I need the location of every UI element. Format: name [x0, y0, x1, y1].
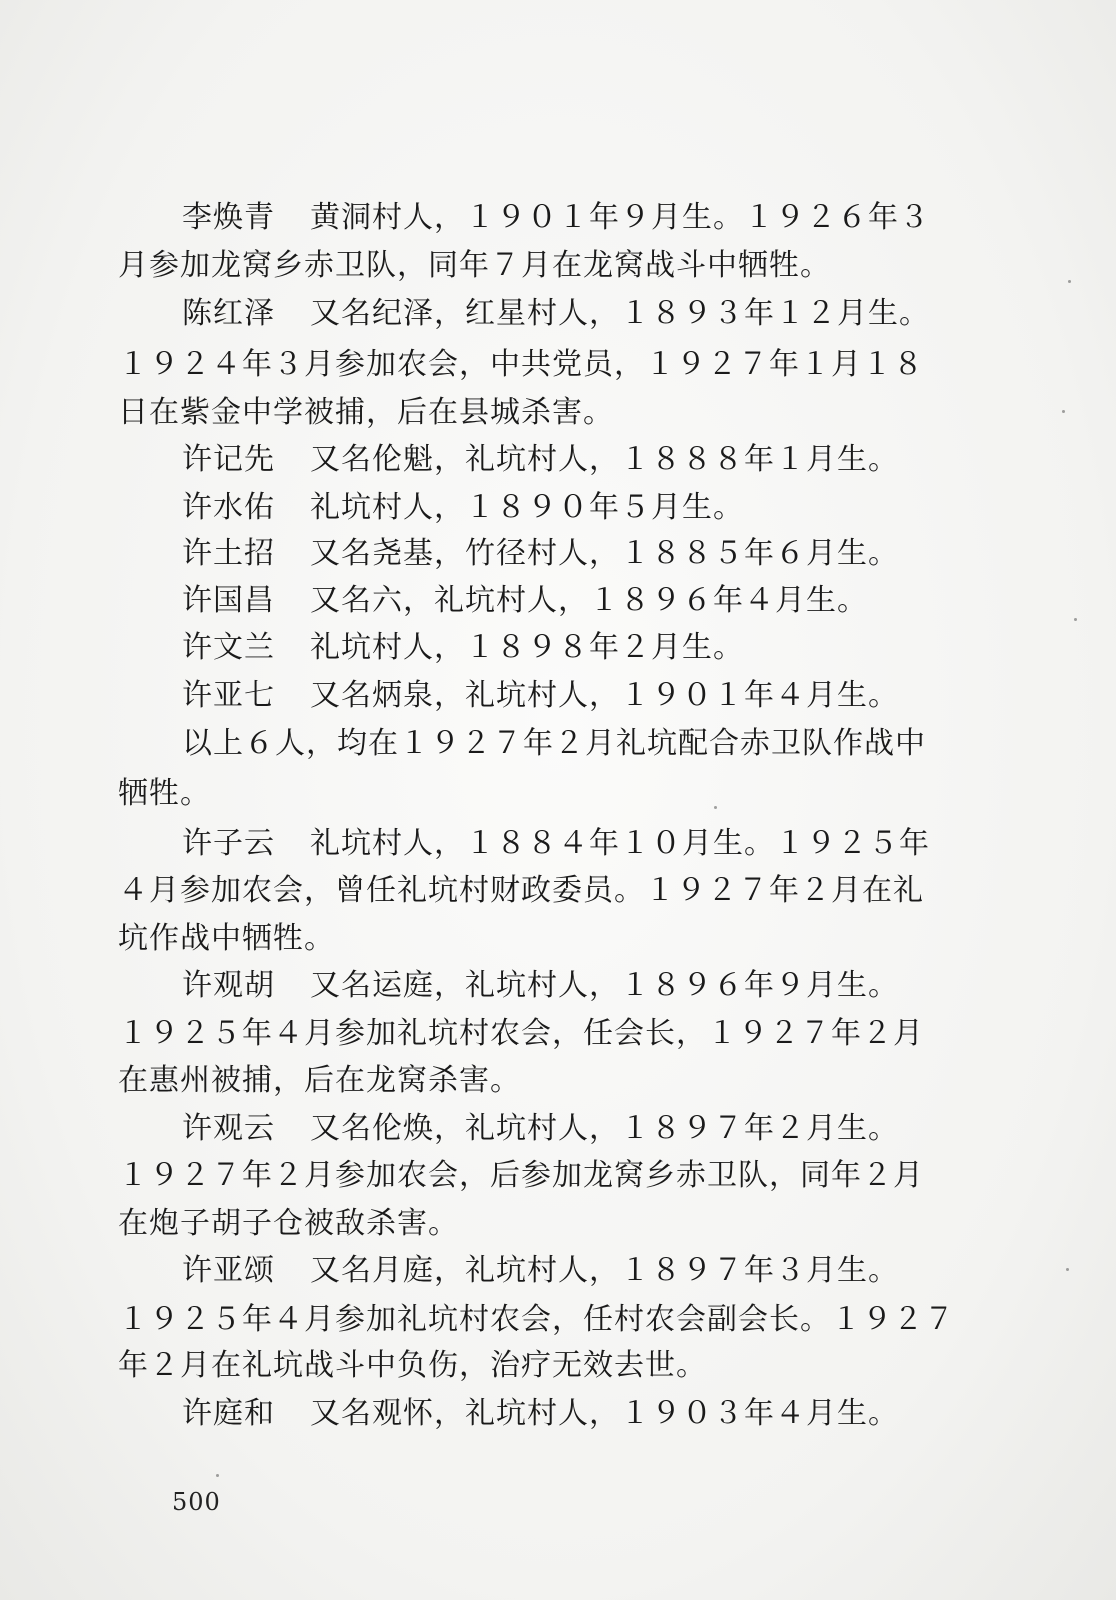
- text-line: [182, 583, 968, 619]
- text-line: [118, 1302, 968, 1338]
- person-name: 李焕青: [182, 200, 275, 235]
- line-text: 又名纪泽，红星村人，１８９３年１２月生。: [310, 296, 930, 331]
- text-line: [118, 395, 968, 431]
- text-line: [182, 442, 968, 478]
- line-text: ４月参加农会，曾任礼坑村财政委员。１９２７年２月在礼: [118, 873, 924, 908]
- line-text: 又名伦焕，礼坑村人，１８９７年２月生。: [310, 1111, 899, 1146]
- person-name: 许庭和: [182, 1396, 275, 1431]
- text-line: [182, 1396, 968, 1432]
- text-line: [182, 1111, 968, 1147]
- person-name: 许子云: [182, 826, 275, 861]
- scan-speck: [1068, 280, 1071, 283]
- person-name: 许国昌: [182, 583, 275, 618]
- line-text: 以上６人，均在１９２７年２月礼坑配合赤卫队作战中: [182, 726, 926, 761]
- line-text: 礼坑村人，１８８４年１０月生。１９２５年: [310, 826, 930, 861]
- line-text: 又名六，礼坑村人，１８９６年４月生。: [310, 583, 868, 618]
- text-line: [118, 1158, 968, 1194]
- scan-speck: [1066, 1268, 1069, 1271]
- text-line: [182, 200, 968, 236]
- text-line: [118, 1206, 968, 1242]
- text-line: [182, 536, 968, 572]
- line-text: 牺牲。: [118, 776, 211, 811]
- line-text: 年２月在礼坑战斗中负伤，治疗无效去世。: [118, 1348, 707, 1383]
- text-line: [182, 968, 968, 1004]
- line-text: 又名运庭，礼坑村人，１８９６年９月生。: [310, 968, 899, 1003]
- scan-speck: [216, 1474, 219, 1477]
- line-text: １９２５年４月参加礼坑村农会，任村农会副会长。１９２７: [118, 1302, 955, 1337]
- line-text: 又名炳泉，礼坑村人，１９０１年４月生。: [310, 678, 899, 713]
- person-name: 许土招: [182, 536, 275, 571]
- line-text: １９２７年２月参加农会，后参加龙窝乡赤卫队，同年２月: [118, 1158, 924, 1193]
- text-line: [118, 1063, 968, 1099]
- line-text: １９２４年３月参加农会，中共党员，１９２７年１月１８: [118, 347, 924, 382]
- line-text: 日在紫金中学被捕，后在县城杀害。: [118, 395, 614, 430]
- person-name: 许文兰: [182, 630, 275, 665]
- text-line: [182, 726, 968, 762]
- line-text: 又名尧基，竹径村人，１８８５年６月生。: [310, 536, 899, 571]
- line-text: 月参加龙窝乡赤卫队，同年７月在龙窝战斗中牺牲。: [118, 248, 831, 283]
- line-text: １９２５年４月参加礼坑村农会，任会长，１９２７年２月: [118, 1016, 924, 1051]
- scan-speck: [1062, 410, 1065, 413]
- text-line: [182, 678, 968, 714]
- scan-speck: [714, 806, 717, 809]
- text-line: [118, 921, 968, 957]
- text-line: [182, 1253, 968, 1289]
- page-number: 500: [172, 1488, 221, 1516]
- scan-speck: [1074, 618, 1077, 621]
- text-line: [118, 873, 968, 909]
- line-text: 礼坑村人，１８９８年２月生。: [310, 630, 744, 665]
- line-text: 在惠州被捕，后在龙窝杀害。: [118, 1063, 521, 1098]
- text-line: [118, 248, 968, 284]
- text-line: [118, 1016, 968, 1052]
- person-name: 许亚七: [182, 678, 275, 713]
- text-line: [118, 1348, 968, 1384]
- line-text: 又名观怀，礼坑村人，１９０３年４月生。: [310, 1396, 899, 1431]
- text-line: [182, 826, 968, 862]
- person-name: 许亚颂: [182, 1253, 275, 1288]
- line-text: 又名月庭，礼坑村人，１８９７年３月生。: [310, 1253, 899, 1288]
- text-line: [182, 630, 968, 666]
- text-line: [118, 776, 968, 812]
- person-name: 陈红泽: [182, 296, 275, 331]
- line-text: 又名伦魁，礼坑村人，１８８８年１月生。: [310, 442, 899, 477]
- line-text: 黄洞村人，１９０１年９月生。１９２６年３: [310, 200, 930, 235]
- person-name: 许观胡: [182, 968, 275, 1003]
- line-text: 坑作战中牺牲。: [118, 921, 335, 956]
- person-name: 许记先: [182, 442, 275, 477]
- person-name: 许观云: [182, 1111, 275, 1146]
- line-text: 礼坑村人，１８９０年５月生。: [310, 490, 744, 525]
- text-line: [182, 296, 968, 332]
- text-line: [118, 347, 968, 383]
- line-text: 在炮子胡子仓被敌杀害。: [118, 1206, 459, 1241]
- person-name: 许水佑: [182, 490, 275, 525]
- text-line: [182, 490, 968, 526]
